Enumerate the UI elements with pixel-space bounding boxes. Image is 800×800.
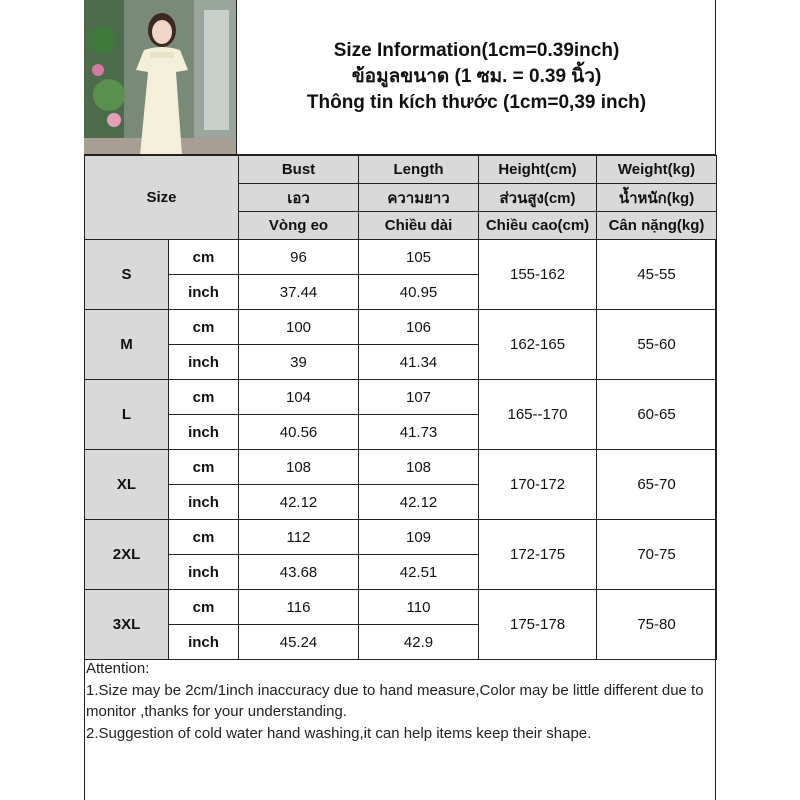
bust-inch-cell: 43.68 bbox=[239, 555, 359, 590]
length-inch-cell: 41.73 bbox=[359, 415, 479, 450]
bust-inch-cell: 37.44 bbox=[239, 275, 359, 310]
bust-cm-cell: 96 bbox=[239, 240, 359, 275]
bust-cm-cell: 108 bbox=[239, 450, 359, 485]
size-column-header: Size bbox=[85, 156, 239, 240]
weight-cell: 65-70 bbox=[597, 450, 717, 520]
size-label: L bbox=[85, 380, 169, 450]
size-information-title bbox=[237, 0, 716, 155]
header-bust-th: เอว bbox=[239, 184, 359, 212]
weight-cell: 75-80 bbox=[597, 590, 717, 660]
header-bust-vi: Vòng eo bbox=[239, 212, 359, 240]
table-row bbox=[85, 240, 717, 275]
length-inch-cell: 41.34 bbox=[359, 345, 479, 380]
table-row bbox=[85, 520, 717, 555]
header-length-th: ความยาว bbox=[359, 184, 479, 212]
height-cell: 165--170 bbox=[479, 380, 597, 450]
weight-cell: 45-55 bbox=[597, 240, 717, 310]
header-bust-en: Bust bbox=[239, 156, 359, 184]
height-cell: 170-172 bbox=[479, 450, 597, 520]
header-length-en: Length bbox=[359, 156, 479, 184]
header-height-vi: Chiều cao(cm) bbox=[479, 212, 597, 240]
unit-cm-label: cm bbox=[169, 380, 239, 415]
unit-cm-label: cm bbox=[169, 590, 239, 625]
table-row bbox=[85, 450, 717, 485]
bust-cm-cell: 100 bbox=[239, 310, 359, 345]
length-inch-cell: 40.95 bbox=[359, 275, 479, 310]
bust-inch-cell: 40.56 bbox=[239, 415, 359, 450]
weight-cell: 70-75 bbox=[597, 520, 717, 590]
length-cm-cell: 106 bbox=[359, 310, 479, 345]
note-measurement: 1.Size may be 2cm/1inch inaccuracy due to hand measure,Color may be little different due to monitor ,thanks for your understanding. bbox=[86, 681, 704, 720]
attention-notes bbox=[86, 658, 714, 744]
unit-inch-label: inch bbox=[169, 345, 239, 380]
unit-cm-label: cm bbox=[169, 520, 239, 555]
length-cm-cell: 109 bbox=[359, 520, 479, 555]
size-label: M bbox=[85, 310, 169, 380]
table-row bbox=[85, 310, 717, 345]
bust-inch-cell: 39 bbox=[239, 345, 359, 380]
unit-cm-label: cm bbox=[169, 450, 239, 485]
title-line-vietnamese: Thông tin kích thước (1cm=0,39 inch) bbox=[306, 92, 647, 113]
header-height-en: Height(cm) bbox=[479, 156, 597, 184]
unit-inch-label: inch bbox=[169, 485, 239, 520]
length-inch-cell: 42.12 bbox=[359, 485, 479, 520]
height-cell: 172-175 bbox=[479, 520, 597, 590]
size-label: 3XL bbox=[85, 590, 169, 660]
product-photo bbox=[84, 0, 237, 155]
table-row bbox=[85, 380, 717, 415]
unit-inch-label: inch bbox=[169, 275, 239, 310]
header-length-vi: Chiều dài bbox=[359, 212, 479, 240]
bust-cm-cell: 116 bbox=[239, 590, 359, 625]
size-table bbox=[84, 155, 717, 660]
notes-heading: Attention: bbox=[86, 660, 150, 677]
length-cm-cell: 110 bbox=[359, 590, 479, 625]
unit-inch-label: inch bbox=[169, 625, 239, 660]
weight-cell: 60-65 bbox=[597, 380, 717, 450]
header-height-th: ส่วนสูง(cm) bbox=[479, 184, 597, 212]
note-washing: 2.Suggestion of cold water hand washing,it can help items keep their shape. bbox=[86, 724, 592, 742]
bust-inch-cell: 45.24 bbox=[239, 625, 359, 660]
title-line-thai: ข้อมูลขนาด (1 ซม. = 0.39 นิ้ว) bbox=[351, 66, 602, 87]
size-label: 2XL bbox=[85, 520, 169, 590]
height-cell: 175-178 bbox=[479, 590, 597, 660]
header-weight-en: Weight(kg) bbox=[597, 156, 717, 184]
table-row bbox=[85, 590, 717, 625]
length-cm-cell: 108 bbox=[359, 450, 479, 485]
length-cm-cell: 107 bbox=[359, 380, 479, 415]
height-cell: 155-162 bbox=[479, 240, 597, 310]
unit-cm-label: cm bbox=[169, 310, 239, 345]
bust-cm-cell: 104 bbox=[239, 380, 359, 415]
unit-inch-label: inch bbox=[169, 415, 239, 450]
size-label: XL bbox=[85, 450, 169, 520]
bust-cm-cell: 112 bbox=[239, 520, 359, 555]
unit-cm-label: cm bbox=[169, 240, 239, 275]
title-line-english: Size Information(1cm=0.39inch) bbox=[333, 40, 620, 61]
length-inch-cell: 42.51 bbox=[359, 555, 479, 590]
bust-inch-cell: 42.12 bbox=[239, 485, 359, 520]
size-label: S bbox=[85, 240, 169, 310]
header-weight-th: น้ำหนัก(kg) bbox=[597, 184, 717, 212]
unit-inch-label: inch bbox=[169, 555, 239, 590]
length-inch-cell: 42.9 bbox=[359, 625, 479, 660]
header-weight-vi: Cân nặng(kg) bbox=[597, 212, 717, 240]
height-cell: 162-165 bbox=[479, 310, 597, 380]
model-photo-illustration bbox=[84, 0, 237, 155]
weight-cell: 55-60 bbox=[597, 310, 717, 380]
length-cm-cell: 105 bbox=[359, 240, 479, 275]
